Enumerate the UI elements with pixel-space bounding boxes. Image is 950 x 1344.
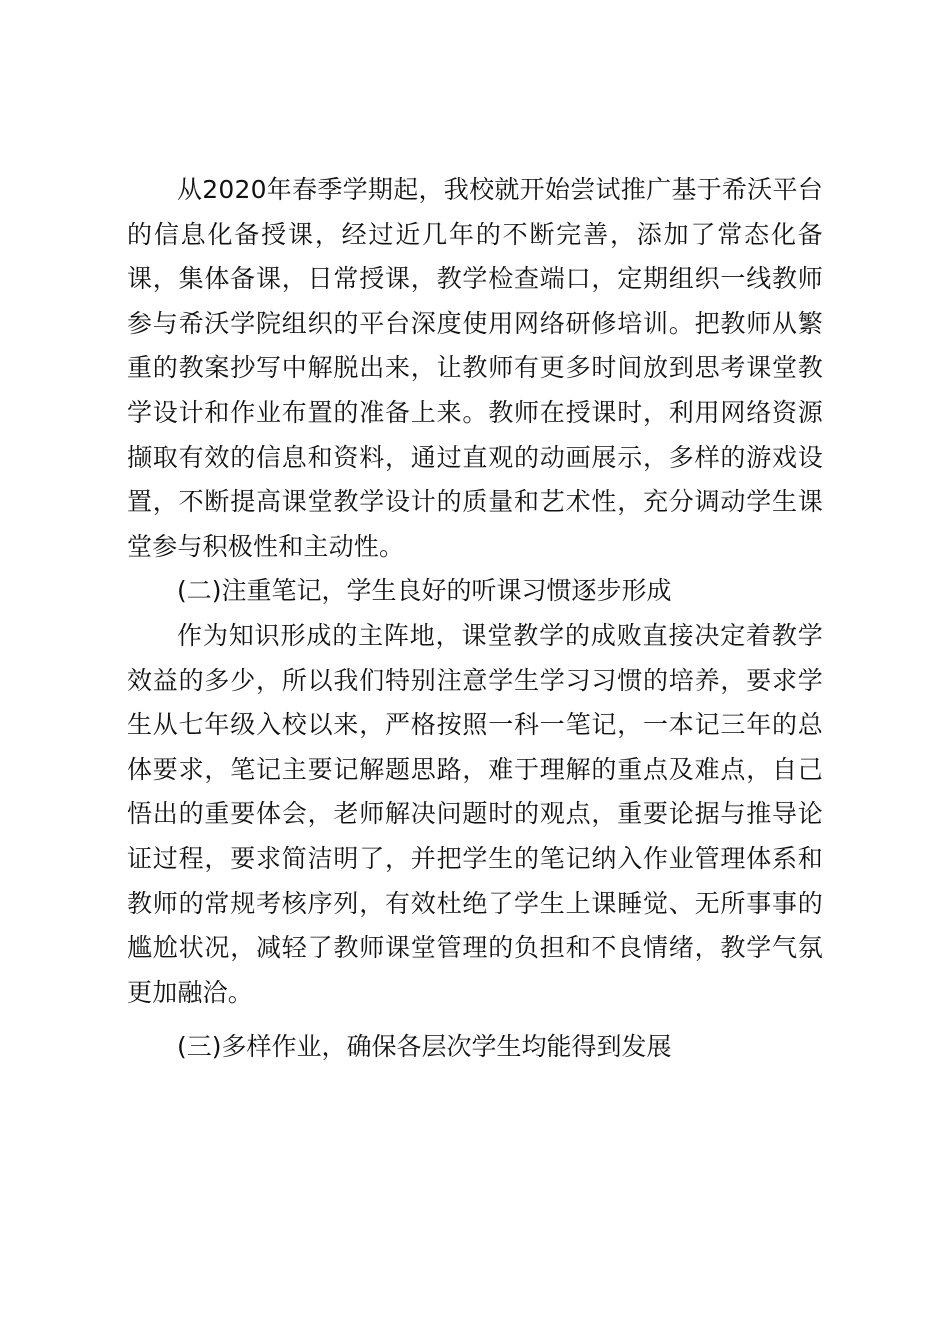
paragraph-informatized-lesson-prep: 从2020年春季学期起，我校就开始尝试推广基于希沃平台的信息化备授课，经过近几年的不断完善，添加了常态化备课，集体备课，日常授课，教学检查端口，定期组织一线教师参与希沃学院组织的平台深度使用网络研修培训。把教师从繁重的教案抄写中解脱出来，让教师有更多时间放到思考课堂教学设计和作业布置的准备上来。教师在授课时，利用网络资源撷取有效的信息和资料，通过直观的动画展示，多样的游戏设置，不断提高课堂教学设计的质量和艺术性，充分调动学生课堂参与积极性和主动性。 bbox=[127, 175, 823, 561]
section-heading-notes: (二)注重笔记，学生良好的听课习惯逐步形成 bbox=[177, 576, 672, 606]
paragraph-spacer bbox=[127, 1015, 823, 1025]
document-body bbox=[127, 168, 823, 1070]
paragraph-note-taking-habits: 作为知识形成的主阵地，课堂教学的成败直接决定着教学效益的多少，所以我们特别注意学生学习习惯的培养，要求学生从七年级入校以来，严格按照一科一笔记，一本记三年的总体要求，笔记主要记解题思路，难于理解的重点及难点，自己悟出的重要体会，老师解决问题时的观点，重要论据与推导论证过程，要求简洁明了，并把学生的笔记纳入作业管理体系和教师的常规考核序列，有效杜绝了学生上课睡觉、无所事事的尴尬状况，减轻了教师课堂管理的负担和不良情绪，教学气氛更加融洽。 bbox=[127, 620, 823, 1007]
section-heading-homework: (三)多样作业，确保各层次学生均能得到发展 bbox=[177, 1032, 672, 1062]
